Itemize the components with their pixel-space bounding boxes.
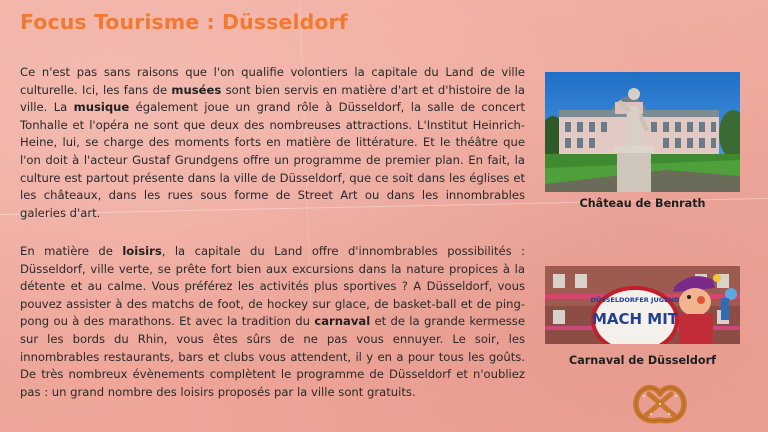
float-text-main: MACH MIT: [591, 310, 679, 328]
benrath-castle-photo: [545, 72, 740, 192]
highlight-keyword: musique: [73, 100, 130, 115]
highlight-keyword: musées: [171, 82, 222, 97]
paragraph-text: également joue un grand rôle à Düsseldorf, la salle de concert Tonhalle et l'opéra ne sont que deux des nombreuses attractions. L'Institut Heinrich-Heine, lui, se charge des moments forts en matière de littérature. Et le théâtre que l'on doit à l'acteur Gustaf Grundgens offre un programme de premier plan. En fait, la culture est partout présente dans la ville de Düsseldorf, que ce soit dans les églises et les châteaux, dans les rues sous forme de Street Art ou dans les innombrables galeries d'art.: [20, 100, 526, 220]
float-text-top: DÜSSELDORFER JUGEND: [590, 296, 680, 304]
highlight-keyword: loisirs: [122, 244, 162, 258]
carnival-caption: Carnaval de Düsseldorf: [569, 354, 716, 367]
pretzel-icon: [631, 380, 689, 424]
paragraph-text: En matière de: [20, 244, 123, 258]
paragraph-text: , la capitale du Land offre d'innombrables possibilités : Düsseldorf, ville verte, se prête fort bien aux excursions dans la nature propices à la détente et au calme. Vous préférez les activités plus sportives ? A Düsseldorf, vous pouvez assister à des matchs de foot, de hockey sur glace, de basket-ball et de ping-pong ou à des marathons. Et avec la tradition du: [20, 244, 525, 329]
highlight-keyword: carnaval: [314, 314, 371, 329]
page-title: Focus Tourisme : Düsseldorf: [20, 10, 348, 34]
paragraph-leisure: [20, 243, 525, 401]
benrath-caption: Château de Benrath: [579, 197, 706, 210]
paragraph-text: sont bien servis en matière d'art et d'histoire de la ville. La: [20, 82, 525, 115]
carnival-photo: [545, 266, 740, 344]
paragraph-text: Ce n'est pas sans raisons que l'on qualifie volontiers la capitale du Land de ville culturelle. Ici, les fans de: [20, 65, 525, 97]
paragraph-text: et de la grande kermesse sur les bords du Rhin, vous êtes sûrs de ne pas vous ennuyer. Le soir, les innombrables restaurants, bars et clubs vous attendent, il y en a pour tous les goûts. De très nombreux évènements complètent le programme de Düsseldorf et n'oubliez pas : un grand nombre des loisirs proposés par la ville sont gratuits.: [20, 314, 525, 399]
paragraph-culture: [20, 64, 525, 222]
